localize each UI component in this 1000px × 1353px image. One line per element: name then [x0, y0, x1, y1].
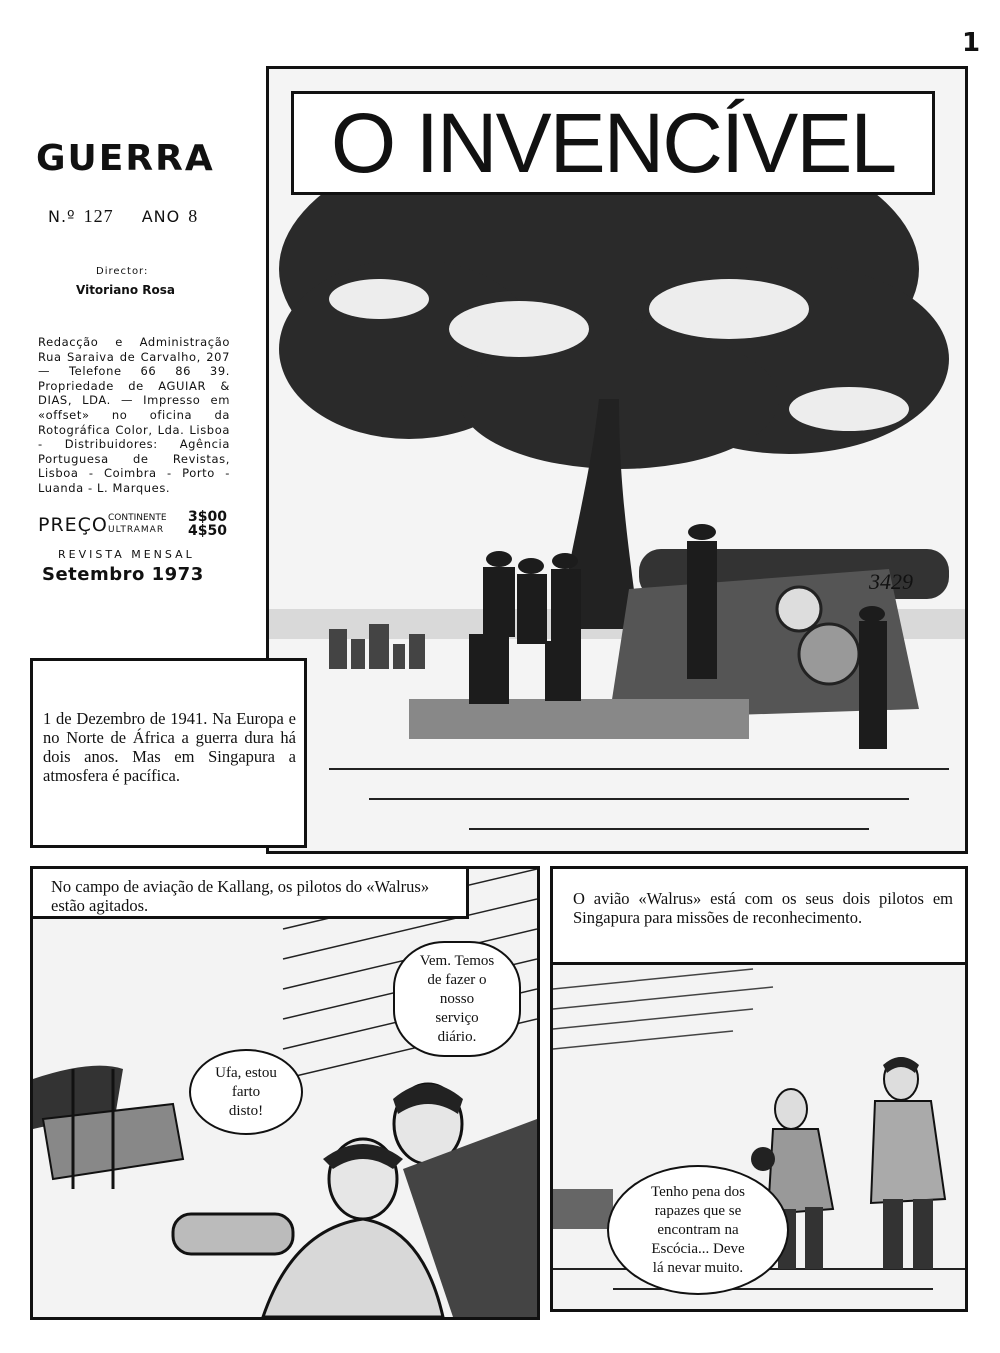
panel-kallang-pilots — [30, 866, 540, 1320]
year-label: ANO — [141, 207, 181, 226]
bubble-line: disto! — [228, 1102, 264, 1119]
panel2-caption — [33, 869, 469, 919]
issue-line — [48, 206, 206, 227]
price-block — [38, 508, 238, 542]
bubble-line: encontram na — [657, 1221, 739, 1238]
price-zone-ultramar: ULTRAMAR — [108, 525, 165, 535]
page-number: 1 — [962, 28, 981, 58]
bubble-line: Escócia... Deve — [651, 1240, 745, 1257]
panel-walrus-pilots — [550, 866, 968, 1312]
issue-number: 127 — [83, 206, 114, 226]
panel2-caption-text: No campo de aviação de Kallang, os pilotos do «Walrus» estão agitados. — [51, 877, 430, 915]
bubble-line: nosso — [439, 990, 475, 1007]
year-number: 8 — [188, 206, 199, 226]
issue-label: N.º — [48, 207, 76, 226]
intro-caption — [30, 658, 307, 848]
gun-number: 3429 — [869, 569, 913, 594]
bubble-line: Vem. Temos — [419, 952, 495, 969]
bubble-line: diário. — [437, 1028, 477, 1045]
imprint-text: Redacção e Administração Rua Saraiva de Carvalho, 207 — Telefone 66 86 39. Propriedade de AGUIAR & DIAS, LDA. — Impresso em «offset» no oficina da Rotográfica Color, Lda. Lisboa - Distribuidores: Agência Portuguesa de Revistas, Lisboa - Coimbra - Porto - Luanda - L. Marques. — [38, 335, 230, 495]
director-name: Vitoriano Rosa — [76, 283, 175, 297]
publication-frequency: REVISTA MENSAL — [58, 548, 195, 561]
price-value-continente: 3$00 — [188, 509, 227, 525]
speech-bubble-ufa — [189, 1049, 303, 1135]
price-label: PREÇO — [38, 514, 108, 536]
price-zone-continente: CONTINENTE — [108, 513, 167, 523]
story-title — [291, 91, 935, 195]
bubble-line: Tenho pena dos — [651, 1183, 745, 1200]
bubble-line: Ufa, estou — [215, 1064, 277, 1081]
bubble-line: farto — [231, 1083, 261, 1100]
panel3-caption — [553, 869, 965, 965]
price-value-ultramar: 4$50 — [188, 523, 227, 539]
bubble-line: de fazer o — [427, 971, 487, 988]
publication-date: Setembro 1973 — [42, 564, 204, 585]
speech-bubble-tenho-pena — [607, 1165, 789, 1295]
bubble-line: lá nevar muito. — [652, 1259, 744, 1276]
director-label: Director: — [96, 266, 149, 277]
intro-caption-text: 1 de Dezembro de 1941. Na Europa e no Norte de África a guerra dura há dois anos. Mas em Singapura a atmosfera é pacífica. — [43, 709, 296, 785]
bubble-line: rapazes que se — [654, 1202, 742, 1219]
story-title-text: O INVENCÍVEL — [330, 96, 896, 190]
bubble-line: serviço — [435, 1009, 479, 1026]
hangar — [553, 1189, 613, 1229]
magazine-title: GUERRA — [36, 138, 215, 179]
speech-bubble-vem-temos — [393, 941, 521, 1057]
panel3-caption-text: O avião «Walrus» está com os seus dois pilotos em Singapura para missões de reconhecimento. — [573, 889, 953, 927]
panel-artillery — [266, 66, 968, 854]
